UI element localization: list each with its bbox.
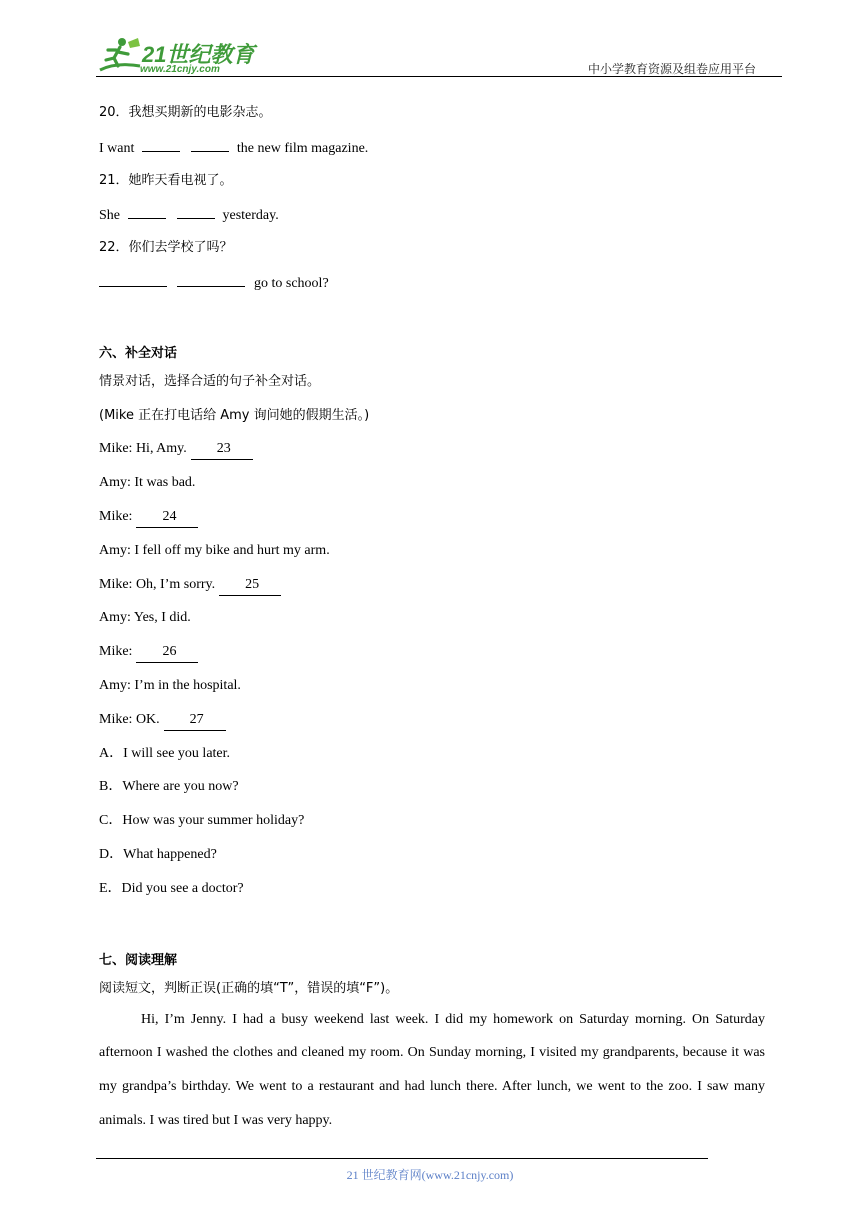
dialogue-line [99,541,765,561]
option-d: D．What happened? [99,846,217,862]
page-header [96,30,760,78]
q20-sentence [99,137,765,157]
q22-prompt: 22．你们去学校了吗？ [99,240,233,256]
dialogue-line [99,575,765,595]
section6-context: (Mike 正在打电话给 Amy 询问她的假期生活。) [99,407,370,423]
section6-instruction: 情景对话，选择合适的句子补全对话。 [99,373,321,389]
q20-prompt: 20．我想买期新的电影杂志。 [99,105,272,120]
dialogue-text: Mike: [99,508,133,524]
dialogue-text: Amy: I’m in the hospital. [99,677,241,693]
q22-sentence [99,272,765,292]
dialogue-line [99,507,765,527]
dialogue-text: Amy: It was bad. [99,475,196,491]
logo-url: www.21cnjy.com [140,64,220,75]
q22-post: go to school? [254,275,329,291]
q20-blank-2[interactable] [191,137,229,152]
dialogue-line [99,676,765,696]
reading-passage: Hi, I’m Jenny. I had a busy weekend last week. I did my homework on Saturday morning. On Saturday afternoon I washed the clothes and cleaned my room. On Sunday morning, I visited my grandparents, because it was my grandpa’s birthday. We went to a restaurant and had lunch there. After lunch, we went to the zoo. I saw many animals. I was tired but I was very happy. [99,1011,765,1128]
dialogue-text: Mike: Hi, Amy. [99,441,187,457]
q22-blank-2[interactable] [177,272,245,287]
q21-prompt: 21．她昨天看电视了。 [99,172,233,188]
q21-blank-1[interactable] [128,204,166,219]
q21-post: yesterday. [222,208,279,224]
header-divider [96,76,782,77]
option-e: E．Did you see a doctor? [99,880,244,896]
runner-logo-icon [96,36,144,76]
dialogue-text: Amy: I fell off my bike and hurt my arm. [99,542,330,558]
option-a: A．I will see you later. [99,745,231,761]
q20-post: the new film magazine. [236,140,369,156]
page-content [99,103,765,1138]
dialogue-blank-27[interactable]: 27 [164,710,226,731]
dialogue-blank-24[interactable]: 24 [136,507,198,528]
site-logo [96,36,266,76]
dialogue-blank-26[interactable]: 26 [136,642,198,663]
option-c: C．How was your summer holiday? [99,813,305,829]
footer-text: 21 世纪教育网(www.21cnjy.com) [346,1168,514,1182]
dialogue-line [99,439,765,459]
section7-instruction: 阅读短文，判断正误(正确的填“T”，错误的填“F”)。 [99,980,399,996]
dialogue-text: Mike: Oh, I’m sorry. [99,576,216,592]
q21-pre: She [99,208,120,224]
q20-pre: I want [99,140,135,156]
dialogue-line [99,642,765,662]
q20-blank-1[interactable] [142,137,180,152]
dialogue-text: Mike: [99,644,133,660]
dialogue-blank-23[interactable]: 23 [191,439,253,460]
q22-blank-1[interactable] [99,272,167,287]
dialogue-blank-25[interactable]: 25 [219,575,281,596]
section6-title: 六、补全对话 [99,345,178,361]
option-b: B．Where are you now? [99,779,239,795]
q21-blank-2[interactable] [177,204,215,219]
section7-title: 七、阅读理解 [99,952,178,968]
dialogue-line [99,608,765,628]
header-platform-text: 中小学教育资源及组卷应用平台 [587,62,756,76]
dialogue-line [99,473,765,493]
q21-sentence [99,204,765,224]
dialogue-text: Mike: OK. [99,711,160,727]
footer-divider [96,1158,708,1159]
dialogue-text: Amy: Yes, I did. [99,610,191,626]
logo-text: 21世纪教育 [142,42,255,67]
dialogue-line [99,710,765,730]
